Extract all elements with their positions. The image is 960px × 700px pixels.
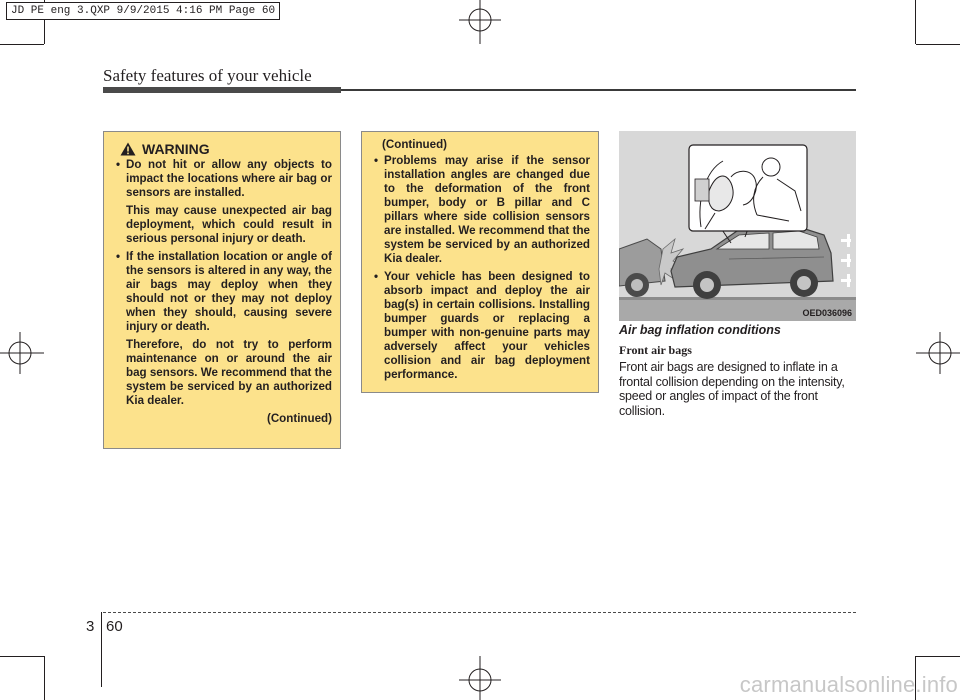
warning-header	[120, 142, 332, 156]
warning-box	[103, 131, 341, 449]
article	[619, 323, 856, 418]
warning-list	[114, 158, 332, 200]
crop-mark	[0, 44, 44, 45]
registration-mark-top	[455, 0, 505, 44]
warning-bullet: • If the installation location or angle of the sensors is altered in any way, the air bags may deploy when they should not or they may not deploy when they should, causing severe injury or death.	[114, 250, 332, 334]
crop-mark	[44, 656, 45, 700]
warning-paragraph: This may cause unexpected air bag deployment, which could result in serious personal injury or death.	[126, 204, 332, 245]
section-title: Safety features of your vehicle	[103, 66, 312, 85]
article-subheading: Front air bags	[619, 343, 692, 357]
continued-heading: (Continued)	[382, 138, 448, 151]
warning-title: WARNING	[142, 141, 210, 157]
registration-mark-right	[916, 328, 960, 378]
continued-box	[361, 131, 599, 393]
warning-bullet: • Do not hit or allow any objects to impact the locations where air bag or sensors are installed.	[114, 158, 332, 200]
warning-paragraph: Therefore, do not try to perform maintenance on or around the air bag sensors. We recommend that the system be serviced by an authorized Kia dealer.	[126, 338, 332, 407]
watermark: carmanualsonline.info	[739, 672, 958, 697]
article-body: Front air bags are designed to inflate in a frontal collision depending on the intensity, speed or angles of impact of the front collision.	[619, 360, 845, 418]
registration-mark-left	[0, 328, 44, 378]
chapter-number: 3	[86, 618, 95, 635]
continued-label: (Continued)	[266, 412, 332, 425]
warning-triangle-icon	[120, 142, 136, 156]
article-heading: Air bag inflation conditions	[619, 323, 781, 337]
header-bar	[103, 87, 341, 93]
footer-rule	[103, 612, 856, 613]
crop-mark	[0, 656, 44, 657]
figure-code: OED036096	[802, 308, 852, 318]
page-number: 60	[106, 618, 123, 635]
crop-mark	[915, 0, 916, 44]
warning-list	[114, 250, 332, 334]
collision-illustration	[619, 131, 856, 321]
continued-list	[372, 154, 590, 382]
continued-bullet: • Your vehicle has been designed to absorb impact and deploy the air bag(s) in certain collisions. Installing bumper guards or replacing a bumper with non-genuine parts may adversely affect your vehicles collision and air bag deployment performance.	[372, 270, 590, 382]
registration-mark-bottom	[455, 656, 505, 700]
page-divider	[101, 612, 102, 687]
continued-bullet: • Problems may arise if the sensor installation angles are changed due to the deformation of the front bumper, body or B pillar and C pillars where side collision sensors are installed. We recommend that the system be serviced by an authorized Kia dealer.	[372, 154, 590, 266]
crop-mark	[916, 44, 960, 45]
front-collision-drawing	[619, 131, 856, 321]
crop-mark	[916, 656, 960, 657]
print-header: JD PE eng 3.QXP 9/9/2015 4:16 PM Page 60	[6, 2, 280, 20]
